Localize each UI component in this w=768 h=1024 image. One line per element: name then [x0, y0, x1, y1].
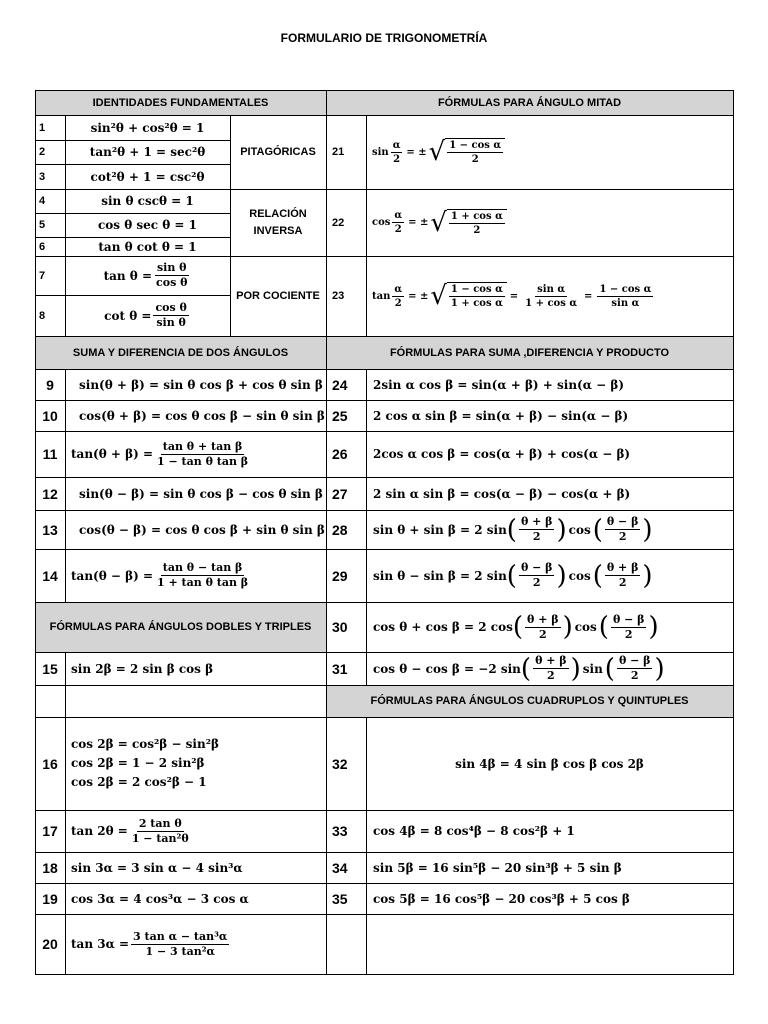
paren: (: [520, 653, 532, 684]
formula-fraction-numerator: sin θ: [156, 261, 187, 274]
formula-lhs: tan(θ − β) =: [71, 568, 154, 583]
quad-quint-formula: [366, 852, 733, 883]
quad-quint-formula: [366, 810, 733, 852]
formula-text: cos(θ + β) = cos θ cos β − sin θ sin β: [79, 408, 325, 423]
grid-line: [35, 883, 327, 884]
identity-formula: [65, 295, 230, 336]
grid-line: [326, 115, 734, 116]
paren-group: [593, 515, 653, 545]
radicand: [447, 209, 507, 237]
grid-line: [35, 477, 327, 478]
half-angle-argument: [391, 139, 403, 166]
formula-fraction-denominator: 2: [630, 669, 639, 682]
category-pitagoricas: PITAGÓRICAS: [240, 145, 316, 158]
grid-line: [326, 549, 734, 550]
row-number: 34: [332, 859, 348, 876]
formula-fraction-numerator: θ + β: [535, 654, 567, 667]
formula-text: sin 4β = 4 sin β cos β cos 2β: [455, 756, 644, 771]
radicand-fraction-numerator: 1 + cos α: [450, 210, 503, 222]
half-angle-formula: [366, 189, 733, 256]
formula-lines: [71, 735, 219, 792]
page-title: FORMULARIO DE TRIGONOMETRÍA: [280, 31, 488, 45]
identity-formula: [65, 237, 230, 256]
category-relacion-inversa: [230, 189, 326, 256]
identity-formula: [65, 189, 230, 213]
section-header-fundamentales: IDENTIDADES FUNDAMENTALES: [35, 90, 326, 115]
formula-text: [373, 654, 665, 684]
formula-fraction: [519, 561, 555, 590]
double-triple-formula: [65, 717, 326, 810]
paren-group: [593, 561, 653, 591]
grid-line: [35, 237, 231, 238]
identity-formula: [65, 213, 230, 237]
row-number: 5: [39, 219, 46, 231]
grid-line: [35, 295, 231, 296]
category-line: INVERSA: [253, 224, 303, 237]
sum-diff-formula: [65, 510, 326, 549]
radicand-fraction-numerator: 1 − cos α: [449, 140, 502, 151]
row-number: 22: [332, 216, 345, 229]
row-number: 11: [42, 446, 58, 462]
grid-line: [326, 883, 734, 884]
formula-text: 2 cos α sin β = sin(α + β) − sin(α − β): [373, 408, 629, 423]
formula-fraction: [617, 654, 653, 683]
grid-line: [35, 717, 327, 718]
product-formula: [366, 369, 733, 400]
paren: (: [512, 612, 524, 642]
grid-line: [65, 115, 66, 337]
half-angle-argument-denominator: 2: [393, 153, 401, 165]
radical-symbol: √: [428, 137, 446, 167]
formula-text: sin(θ + β) = sin θ cos β + cos θ sin β: [79, 377, 323, 392]
formula-line: cos 2β = cos²β − sin²β: [71, 737, 219, 751]
grid-line: [35, 510, 327, 511]
row-number: 35: [332, 890, 348, 907]
function-name: tan: [372, 290, 391, 302]
formula-fraction-denominator: 1 − tan²θ: [131, 831, 189, 845]
product-formula: [366, 549, 733, 602]
formula-lhs: cot θ =: [104, 308, 152, 323]
paren: (: [506, 560, 517, 591]
row-number: 30: [332, 619, 348, 635]
formula-fraction-numerator: θ − β: [520, 561, 553, 574]
grid-line: [326, 685, 734, 686]
grid-line: [326, 256, 734, 257]
formula-fraction-denominator: 2: [618, 530, 627, 543]
row-number: 4: [39, 195, 46, 207]
row-number: 20: [42, 936, 58, 952]
formula-text: sin 3α = 3 sin α − 4 sin³α: [71, 860, 243, 875]
formula-text: [373, 612, 659, 642]
radicand-fraction: [449, 210, 505, 237]
paren: (: [604, 653, 615, 684]
paren-group: [521, 654, 581, 684]
formula-fraction: [611, 613, 647, 642]
row-number: 17: [42, 823, 58, 839]
function-name: cos: [372, 217, 391, 228]
half-angle-formula: [366, 256, 733, 336]
grid-line: [35, 549, 327, 550]
half-angle-argument-numerator: α: [394, 210, 403, 221]
formula-text: sin 2β = 2 sin β cos β: [71, 661, 214, 676]
grid-line: [326, 90, 327, 975]
grid-line: [326, 431, 734, 432]
formula-fraction-denominator: 1 + cos α: [525, 297, 578, 309]
formula-lhs: tan 3α =: [71, 937, 130, 951]
formula-text: [372, 138, 505, 166]
sum-diff-formula: [65, 400, 326, 431]
grid-line: [35, 652, 327, 653]
row-number: 12: [42, 485, 58, 502]
row-number: 31: [332, 660, 348, 677]
grid-line: [35, 90, 734, 91]
grid-line: [230, 189, 327, 190]
grid-line: [733, 90, 734, 975]
formula-text: cot²θ + 1 = csc²θ: [90, 169, 205, 184]
formula-text: sin 5β = 16 sin⁵β − 20 sin³β + 5 sin β: [373, 860, 622, 875]
section-header-angulo-mitad: FÓRMULAS PARA ÁNGULO MITAD: [326, 90, 733, 115]
category-line: RELACIÓN: [249, 207, 307, 220]
formula-text: cos 5β = 16 cos⁵β − 20 cos³β + 5 cos β: [373, 891, 630, 906]
identity-formula: [65, 140, 230, 164]
paren: (: [598, 612, 609, 642]
paren-group: [513, 612, 573, 642]
formula-fraction: [605, 515, 641, 544]
row-number: 1: [39, 121, 46, 134]
double-triple-formula: [65, 652, 326, 685]
identity-formula: [65, 115, 230, 140]
formula-fraction-denominator: sin α: [611, 297, 640, 309]
equals: =: [584, 290, 593, 302]
row-number: 10: [42, 407, 58, 424]
radicand-fraction-denominator: 2: [473, 224, 481, 236]
double-triple-formula: [65, 883, 326, 914]
grid-line: [35, 189, 231, 190]
formula-fraction: [523, 283, 579, 310]
paren: ): [642, 560, 653, 591]
formula-fraction-numerator: θ − β: [606, 515, 639, 528]
formula-text: sin²θ + cos²θ = 1: [90, 120, 205, 135]
grid-line: [326, 336, 734, 337]
formula-text: cos(θ − β) = cos θ cos β + sin θ sin β: [79, 522, 325, 537]
row-number: 13: [42, 521, 58, 538]
row-number: 19: [42, 890, 58, 907]
row-number: 6: [39, 240, 46, 253]
radicand: [445, 138, 505, 166]
formula-fraction: [131, 930, 229, 959]
grid-line: [326, 717, 734, 718]
formula-lhs: tan(θ + β) =: [71, 447, 154, 461]
radicand-fraction-denominator: 2: [471, 154, 479, 165]
function-name: cos: [574, 620, 597, 634]
section-header-cuadruplos-quintuples: FÓRMULAS PARA ÁNGULOS CUADRUPLOS Y QUINTUPLES: [326, 685, 733, 717]
formula-fraction: [519, 515, 555, 544]
category-por-cociente: POR COCIENTE: [236, 289, 320, 302]
formula-fraction-numerator: θ + β: [520, 515, 553, 528]
formula-fraction: [130, 817, 191, 846]
grid-line: [35, 602, 327, 603]
formula-lhs: tan 2θ =: [71, 824, 128, 838]
formula-fraction-denominator: 2: [532, 576, 541, 589]
grid-line: [35, 810, 327, 811]
formula-lhs: sin θ − sin β = 2 sin: [373, 568, 507, 583]
formula-fraction: [155, 561, 250, 590]
row-number: 24: [332, 376, 348, 393]
equals: =: [509, 290, 519, 302]
row-number: 14: [42, 567, 58, 584]
paren: ): [562, 612, 573, 642]
row-number: 23: [332, 290, 345, 302]
grid-line: [326, 852, 734, 853]
formula-text: cos 3α = 4 cos³α − 3 cos α: [71, 891, 249, 906]
paren-group: [507, 561, 567, 591]
formula-lhs: cos θ + cos β = 2 cos: [373, 620, 513, 634]
formula-text: cos θ sec θ = 1: [97, 218, 198, 232]
formula-fraction-denominator: sin θ: [156, 316, 186, 329]
quad-quint-formula: [366, 883, 733, 914]
formula-fraction-denominator: 2: [538, 627, 547, 641]
formula-fraction-numerator: cos θ: [155, 301, 187, 314]
double-triple-formula: [65, 810, 326, 852]
formula-fraction: [525, 613, 561, 642]
product-formula: [366, 652, 733, 685]
row-number: 26: [332, 446, 348, 462]
formula-fraction-denominator: 2: [547, 669, 555, 682]
formula-fraction-denominator: 1 + tan θ tan β: [157, 576, 249, 589]
paren: ): [556, 560, 567, 591]
formula-fraction-numerator: sin α: [537, 283, 566, 295]
grid-line: [35, 974, 734, 975]
grid-line: [326, 477, 734, 478]
grid-line: [35, 140, 231, 141]
section-header-suma-diferencia-producto: FÓRMULAS PARA SUMA ,DIFERENCIA Y PRODUCTO: [326, 336, 733, 369]
row-number: 8: [39, 309, 46, 322]
radicand: [447, 282, 507, 310]
row-number: 32: [332, 755, 348, 772]
grid-line: [326, 602, 734, 603]
formula-text: cos 4β = 8 cos⁴β − 8 cos²β + 1: [373, 824, 575, 838]
formula-text: 2 sin α sin β = cos(α − β) − cos(α + β): [373, 486, 631, 501]
formula-fraction-denominator: 2: [618, 576, 627, 589]
formula-fraction: [597, 283, 653, 310]
formula-text: [372, 209, 507, 237]
formula-fraction-numerator: θ + β: [527, 612, 559, 626]
formula-text: tan θ cot θ = 1: [98, 239, 197, 254]
paren: (: [592, 514, 603, 545]
half-angle-argument-numerator: α: [392, 139, 401, 151]
section-header-dobles-triples: FÓRMULAS PARA ÁNGULOS DOBLES Y TRIPLES: [35, 602, 326, 652]
paren-group: [599, 612, 659, 642]
grid-line: [35, 369, 327, 370]
grid-line: [65, 369, 66, 603]
formula-fraction: [154, 261, 189, 290]
radical: [430, 282, 506, 310]
row-number: 21: [332, 146, 345, 158]
function-name: sin: [372, 146, 389, 158]
formula-text: [71, 817, 193, 846]
formula-fraction-denominator: 1 − tan θ tan β: [157, 454, 249, 468]
grid-line: [35, 685, 327, 686]
half-angle-formula: [366, 115, 733, 189]
formula-text: [373, 515, 653, 545]
grid-line: [35, 115, 327, 116]
sum-diff-formula: [65, 369, 326, 400]
function-name: cos: [568, 522, 591, 537]
paren: (: [592, 560, 603, 591]
formula-fraction: [155, 440, 250, 469]
sign: = ±: [406, 146, 427, 158]
grid-line: [230, 115, 231, 337]
sign: = ±: [408, 290, 429, 302]
grid-line: [366, 369, 367, 686]
grid-line: [326, 189, 734, 190]
formula-fraction-numerator: 1 − cos α: [599, 283, 652, 295]
row-number: 7: [39, 269, 46, 282]
grid-line: [35, 336, 327, 337]
grid-line: [326, 400, 734, 401]
sum-diff-formula: [65, 431, 326, 477]
formula-lhs: sin θ + sin β = 2 sin: [373, 522, 507, 537]
radicand-fraction: [447, 139, 503, 166]
formula-text: [373, 561, 653, 591]
grid-line: [326, 652, 734, 653]
formula-text: [372, 282, 655, 310]
formula-fraction-numerator: 2 tan θ: [138, 816, 182, 830]
identity-formula: [65, 164, 230, 189]
radical-symbol: √: [430, 281, 447, 311]
formula-fraction-numerator: 3 tan α − tan³α: [133, 929, 228, 943]
formula-fraction-denominator: 2: [532, 530, 541, 543]
grid-line: [326, 369, 734, 370]
row-number: 33: [332, 823, 348, 839]
function-name: cos: [568, 568, 591, 583]
formula-fraction-denominator: 2: [624, 627, 633, 641]
grid-line: [35, 256, 231, 257]
formula-fraction-denominator: cos θ: [156, 276, 188, 289]
radicand-fraction-denominator: 1 + cos α: [450, 298, 503, 309]
half-angle-argument: [392, 283, 404, 310]
formula-fraction-denominator: 1 − 3 tan²α: [145, 944, 215, 958]
formula-lhs: tan θ =: [103, 268, 153, 283]
row-number: 18: [42, 859, 58, 876]
grid-line: [326, 810, 734, 811]
row-number: 25: [332, 407, 348, 424]
formula-text: [71, 561, 252, 590]
radical: [430, 209, 506, 237]
row-number: 29: [332, 567, 348, 584]
paren: (: [506, 514, 517, 545]
row-number: 3: [39, 170, 46, 183]
grid-line: [35, 213, 231, 214]
grid-line: [326, 914, 734, 915]
grid-line: [35, 400, 327, 401]
half-angle-argument-denominator: 2: [394, 224, 402, 235]
half-angle-argument: [392, 209, 404, 236]
grid-line: [35, 90, 36, 975]
identity-formula: [65, 256, 230, 295]
paren: ): [642, 514, 653, 545]
half-angle-argument-denominator: 2: [394, 297, 402, 309]
row-number: 27: [332, 485, 348, 502]
paren: ): [648, 612, 659, 642]
sum-diff-formula: [65, 477, 326, 510]
formula-text: [71, 440, 252, 469]
quad-quint-formula: [366, 717, 733, 810]
formula-fraction: [533, 654, 569, 683]
grid-line: [326, 510, 734, 511]
product-formula: [366, 477, 733, 510]
formula-fraction: [153, 301, 188, 330]
row-number: 9: [46, 376, 54, 393]
radical-symbol: √: [430, 207, 447, 238]
formula-text: sin θ cscθ = 1: [101, 194, 194, 208]
formula-text: tan²θ + 1 = sec²θ: [89, 145, 206, 159]
formula-fraction: [605, 561, 641, 590]
grid-line: [35, 431, 327, 432]
radicand-fraction-numerator: 1 − cos α: [450, 284, 503, 295]
row-number: 15: [42, 660, 58, 677]
grid-line: [366, 115, 367, 337]
function-name: sin: [582, 661, 603, 676]
section-header-suma-diferencia: SUMA Y DIFERENCIA DE DOS ÁNGULOS: [35, 336, 326, 369]
formula-fraction-numerator: θ − β: [618, 654, 651, 667]
paren: ): [570, 653, 581, 684]
formula-text: 2sin α cos β = sin(α + β) + sin(α − β): [373, 377, 625, 392]
formula-fraction-numerator: θ − β: [612, 612, 645, 626]
formula-text: [104, 261, 192, 290]
paren-group: [605, 654, 665, 684]
double-triple-formula: [65, 852, 326, 883]
sum-diff-formula: [65, 549, 326, 602]
sign: = ±: [408, 217, 429, 228]
radical: [429, 138, 505, 166]
formula-text: [104, 301, 191, 330]
row-number: 16: [42, 755, 58, 772]
grid-line: [35, 852, 327, 853]
product-formula: [366, 510, 733, 549]
formula-text: sin(θ − β) = sin θ cos β − cos θ sin β: [79, 486, 323, 501]
grid-line: [35, 164, 231, 165]
double-triple-formula: [65, 914, 326, 974]
row-number: 2: [39, 146, 46, 158]
product-formula: [366, 400, 733, 431]
formula-text: 2cos α cos β = cos(α + β) + cos(α − β): [373, 447, 631, 461]
grid-line: [366, 717, 367, 975]
formula-lhs: cos θ − cos β = −2 sin: [373, 661, 521, 676]
grid-line: [230, 256, 327, 257]
half-angle-argument-numerator: α: [394, 283, 403, 295]
row-number: 28: [332, 521, 348, 538]
paren-group: [507, 515, 567, 545]
formula-text: [71, 930, 231, 959]
grid-line: [65, 652, 66, 975]
formula-fraction-numerator: θ + β: [606, 561, 639, 574]
product-formula: [366, 431, 733, 477]
formula-fraction-numerator: tan θ − tan β: [162, 561, 243, 574]
radicand-fraction: [449, 283, 505, 310]
formula-line: cos 2β = 2 cos²β − 1: [71, 775, 207, 789]
paren: ): [556, 514, 567, 545]
product-formula: [366, 602, 733, 652]
grid-line: [35, 914, 327, 915]
formula-line: cos 2β = 1 − 2 sin²β: [71, 756, 205, 770]
formula-fraction-numerator: tan θ + tan β: [162, 439, 243, 453]
paren: ): [654, 653, 665, 684]
